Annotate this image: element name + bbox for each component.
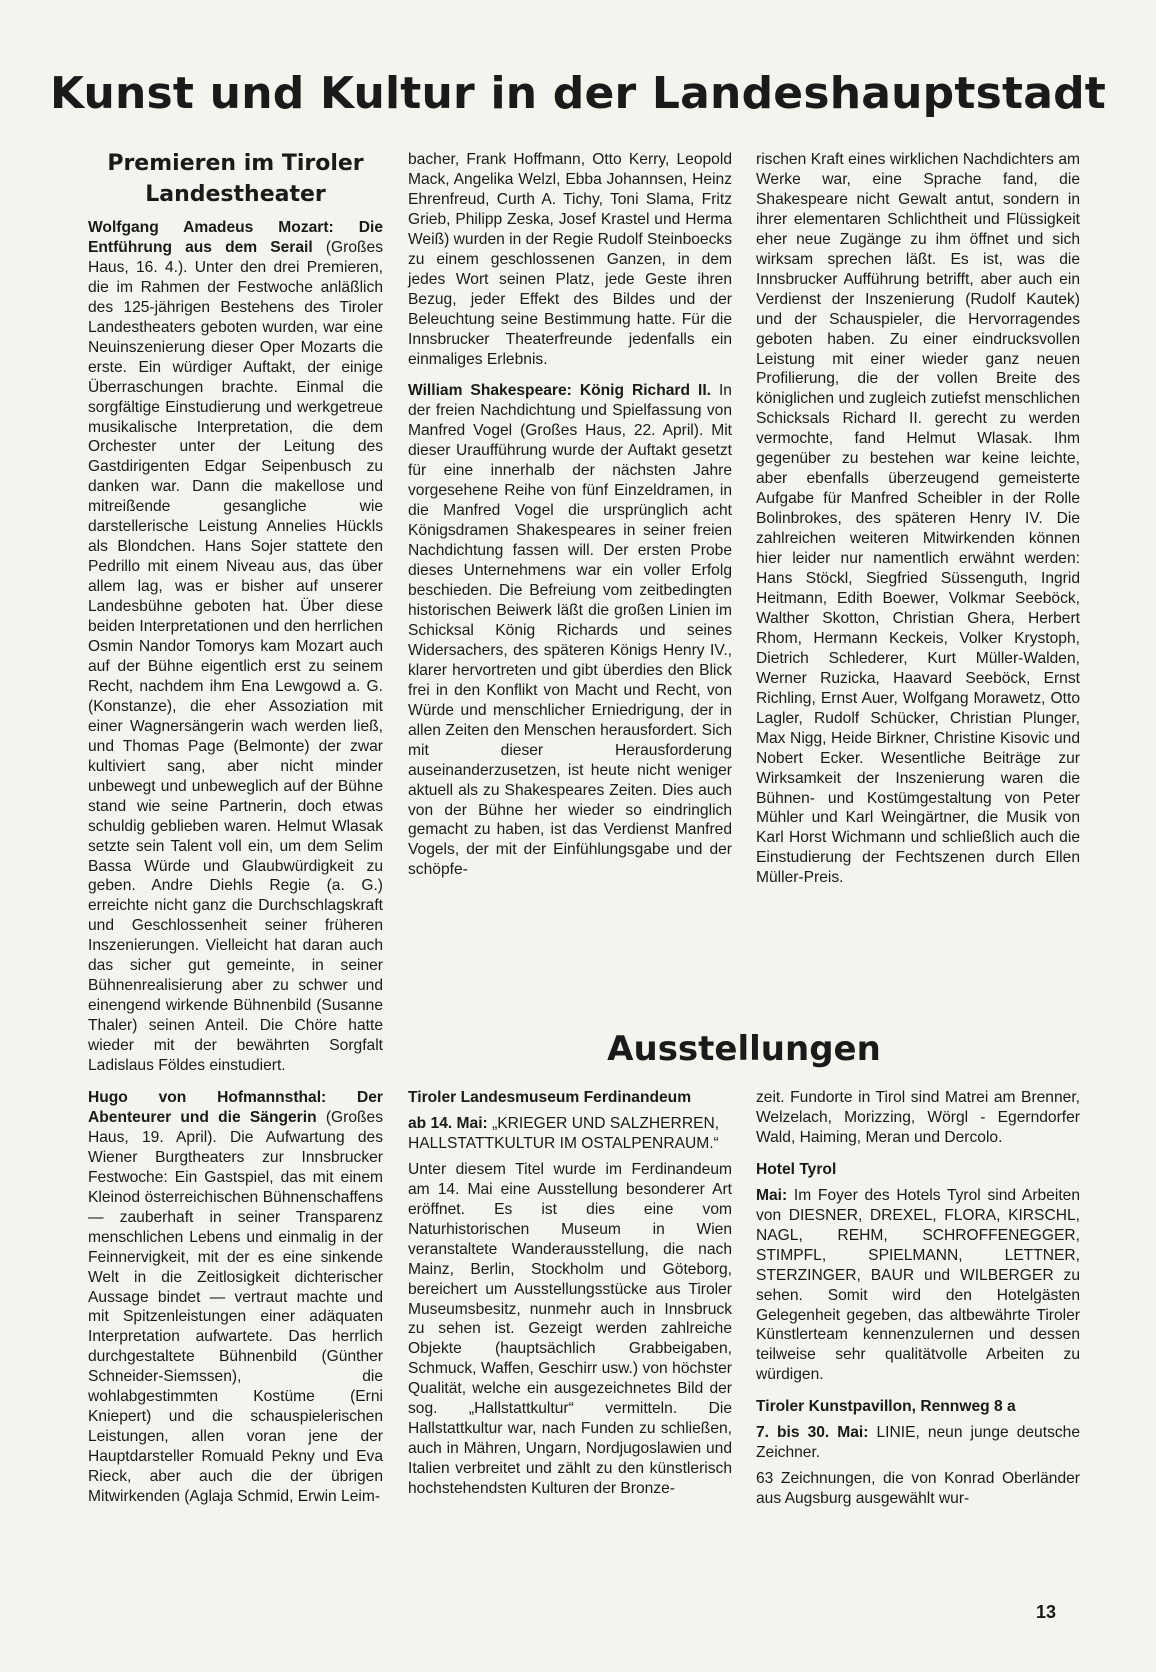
review-shakespeare [408, 381, 732, 880]
review-hofmannsthal-title: Hugo von Hofmannsthal: Der Abenteurer und die Sängerin [88, 1088, 383, 1126]
exhibitions-heading: Ausstellungen [607, 1029, 881, 1069]
theater-column-3 [756, 150, 1080, 888]
museum-date-lead: ab 14. Mai: [408, 1114, 488, 1132]
museum-date-text: „KRIEGER UND SALZHERREN, HALLSTATTKULTUR IM OSTALPENRAUM.“ [408, 1114, 720, 1152]
review-hofmannsthal-text: (Großes Haus, 19. April). Die Aufwartung des Wiener Burgtheaters zur Innsbrucker Festwoche: Ein Gastspiel, das mit einem Kleinod österreichischen Bühnenschaffens — zauberhaft in seiner Transparenz menschlichen Lebens und einmalig in der Feinnervigkeit, mit der es eine sinkende Welt in die Zeitlosigkeit dichterischer Aussage bindet — vertraut machte und mit Spitzenleistungen einer adäquaten Interpretation aufwartete. Das herrlich durchgestaltete Bühnenbild (Günther Schneider-Siemssen), die wohlabgestimmten Kostüme (Erni Kniepert) und die schauspielerischen Leistungen, allen voran jene der Hauptdarsteller Romuald Pekny und Eva Rieck, aber auch die der übrigen Mitwirkenden (Aglaja Schmid, Erwin Leim- [88, 1108, 384, 1506]
museum-body: Unter diesem Titel wurde im Ferdinandeum am 14. Mai eine Ausstellung besonderer Art eröffnet. Es ist dies eine vom Naturhistorischen Museum in Wien veranstaltete Wanderausstellung, die nach Mainz, Berlin, Stockholm und Göteborg, bereichert um Ausstellungsstücke aus Tiroler Museumsbesitz, nunmehr auch in Innsbruck zu sehen ist. Gezeigt werden zahlreiche Objekte (hauptsächlich Grabbeigaben, Schmuck, Waffen, Geschirr usw.) von höchster Qualität, welche ein ausgezeichnetes Bild der sog. „Hallstattkultur“ vermitteln. Die Hallstattkultur war, nach Funden zu schließen, auch in Mähren, Ungarn, Nordjugoslawien und Italien verbreitet und zählt zu den künstlerisch hochstehendsten Kulturen der Bronze- [408, 1160, 732, 1498]
review-mozart-title: Wolfgang Amadeus Mozart: Die Entführung aus dem Serail [88, 219, 383, 256]
hotel-text: Im Foyer des Hotels Tyrol sind Arbeiten von DIESNER, DREXEL, FLORA, KIRSCHL, NAGL, REHM, SCHROFFENEGGER, STIMPFL, SPIELMANN, LETTNER, STERZINGER, BAUR und WILBERGER zu sehen. Somit wird den Hotelgästen Gelegenheit gegeben, das altbewährte Tiroler Künstlerteam kennenzulernen und dessen teilweise sehr qualitätvolle Arbeiten zu würdigen. [756, 1186, 1080, 1384]
exhibitions-column-1 [408, 1088, 732, 1499]
review-hofmannsthal-cont [408, 150, 732, 369]
pavilion-body: 63 Zeichnungen, die von Konrad Oberländer aus Augsburg ausgewählt wur- [756, 1470, 1080, 1508]
exhibitions-column-2 [756, 1088, 1080, 1509]
theater-column-1 [88, 148, 383, 1507]
museum-date [408, 1114, 732, 1154]
review-shakespeare-text: In der freien Nachdichtung und Spielfassung von Manfred Vogel (Großes Haus, 22. April). Mit dieser Uraufführung wurde der Auftakt gesetzt für eine innerhalb der nächsten Jahre vorgesehene Reihe von fünf Einzeldramen, in die Manfred Vogel die ursprünglich acht Königsdramen Shakespeares in seiner freien Nachdichtung fassen will. Der ersten Probe dieses Unternehmens war ein voller Erfolg beschieden. Die Befreiung vom zeitbedingten historischen Beiwerk läßt die großen Linien im Schicksal König Richards und seines Widersachers, des späteren Königs Henry IV., klarer hervortreten und gibt überdies den Blick frei in den Konflikt von Macht und Recht, von Würde und menschlicher Erniedrigung, der in allen Zeiten den Menschen herausfordert. Sich mit dieser Herausforderung auseinanderzusetzen, ist heute nicht weniger aktuell als zu Shakespeares Zeiten. Dies auch von der Bühne her wieder so eindringlich gemacht zu haben, ist das Verdienst Manfred Vogels, der mit der Einfühlungsgabe und der schöpfe- [408, 382, 732, 879]
review-mozart [88, 218, 383, 1076]
hotel-heading: Hotel Tyrol [756, 1160, 837, 1178]
review-shakespeare-cont: rischen Kraft eines wirklichen Nachdichters am Werke war, eine Sprache fand, die Shakespeare nicht Gewalt antut, sondern in ihrer elementaren Schlichtheit und Flüssigkeit eher neue Zugänge zu ihm öffnet und sich wirksam sprechen läßt. Es ist, was die Innsbrucker Aufführung betrifft, aber auch ein Verdienst der Inszenierung (Rudolf Kautek) und der Schauspieler, die Hervorragendes geboten haben. Zu einer eindrucksvollen Leistung mit einer wieder ganz neuen Profilierung, die der vollen Breite des königlichen und zugleich zutiefst menschlichen Schicksals Richard II. gerecht zu werden vermochte, fand Helmut Wlasak. Ihm gegenüber zu bestehen war keine leichte, aber ebenfalls überzeugend gemeisterte Aufgabe für Manfred Scheibler in der Rolle Bolinbrokes, des späteren Henry IV. Die zahlreichen weiteren Mitwirkenden können hier leider nur namentlich erwähnt werden: Hans Stöckl, Siegfried Süssenguth, Ingrid Heitmann, Edith Boewer, Volkmar Seeböck, Walther Skotton, Christian Ghera, Herbert Rhom, Hermann Keckeis, Volker Krystoph, Dietrich Schlederer, Kurt Müller-Walden, Werner Ruzicka, Haavard Seeböck, Ernst Richling, Ernst Auer, Wolfgang Morawetz, Otto Lagler, Rudolf Schücker, Christian Plunger, Max Nigg, Heide Birkner, Christine Kisovic und Nobert Ecker. Wesentliche Beiträge zur Wirksamkeit der Inszenierung waren die Bühnen- und Kostümgestaltung von Peter Mühler und Karl Weingärtner, die Musik von Karl Horst Wichmann und schließlich auch die Einstudierung der Fechtszenen durch Ellen Müller-Preis. [756, 151, 1080, 887]
pavilion-heading: Tiroler Kunstpavillon, Rennweg 8 a [756, 1398, 1016, 1416]
museum-heading: Tiroler Landesmuseum Ferdinandeum [408, 1089, 692, 1106]
review-shakespeare-title: William Shakespeare: König Richard II. [408, 382, 711, 400]
theater-column-2 [408, 150, 732, 880]
pavilion-text: LINIE, neun junge deutsche Zeichner. [756, 1424, 1081, 1462]
pavilion-lead: 7. bis 30. Mai: [756, 1424, 869, 1442]
review-hofmannsthal-cont-text: bacher, Frank Hoffmann, Otto Kerry, Leopold Mack, Angelika Welzl, Ebba Johannsen, Heinz Ehrenfreud, Curth A. Tichy, Toni Slama, Fritz Grieb, Philipp Zeska, Josef Krastel und Herma Weiß) wurden in der Regie Rudolf Steinboecks zu einem geschlossenen Ganzen, in dem jedes Wort seinen Platz, jede Geste ihren Bezug, jeder Effekt des Bildes und der Beleuchtung seine Bestimmung hatte. Für die Innsbrucker Theaterfreunde jedenfalls ein einmaliges Erlebnis. [408, 151, 732, 368]
theater-section-heading: Premieren im Tiroler Landestheater [107, 151, 364, 207]
review-mozart-text: (Großes Haus, 16. 4.). Unter den drei Premieren, die im Rahmen der Festwoche anläßlich des 125-jährigen Bestehens des Tiroler Landestheaters geboten wurden, war eine Neuinszenierung dieser Oper Mozarts die erste. Ein würdiger Auftakt, der einige Überraschungen brachte. Einmal die sorgfältige Einstudierung und werkgetreue musikalische Interpretation, die dem Orchester unter der Leitung des Gastdirigenten Edgar Seipenbusch zu danken war. Dann die makellose und mitreißende gesangliche wie darstellerische Leistung Annelies Hückls als Blondchen. Hans Sojer stattete den Pedrillo mit einem Niveau aus, das über allem lag, was er bisher auf unserer Landesbühne geboten hat. Über diese beiden Interpretationen und den herrlichen Osmin Nandor Tomorys kam Mozart auch auf der Bühne eigentlich erst zu seinem Recht, nachdem ihm Ena Lewgowd a. G. (Konstanze), die eher Assoziation mit einer Wagnersängerin wach werden ließ, und Thomas Page (Belmonte) der zwar kultiviert sang, aber nicht minder unbewegt und unbeweglich auf der Bühne stand wie seine Partnerin, doch etwas schuldig geblieben waren. Helmut Wlasak setzte sein Talent voll ein, um dem Selim Bassa Würde und Glaubwürdigkeit zu geben. Andre Diehls Regie (a. G.) erreichte nicht ganz die Durchschlagskraft und Geschlossenheit seiner früheren Inszenierungen. Vielleicht hat daran auch das sicher gut gemeinte, in seiner Bühnenrealisierung aber zu schwer und einengend wirkende Bühnenbild (Susanne Thaler) seinen Anteil. Die Chöre hatte wieder mit der bewährten Sorgfalt Ladislaus Földes einstudiert. [88, 238, 383, 1075]
pavilion-date [756, 1423, 1080, 1463]
hotel-body [756, 1186, 1080, 1386]
review-hofmannsthal [88, 1088, 383, 1507]
page-number: 13 [1036, 1602, 1057, 1622]
page-title: Kunst und Kultur in der Landeshauptstadt [49, 68, 1107, 119]
hotel-lead: Mai: [756, 1186, 788, 1204]
museum-body-cont: zeit. Fundorte in Tirol sind Matrei am Brenner, Welzelach, Morizzing, Wörgl - Egerndorfer Wald, Haiming, Meran und Dercolo. [756, 1089, 1080, 1146]
